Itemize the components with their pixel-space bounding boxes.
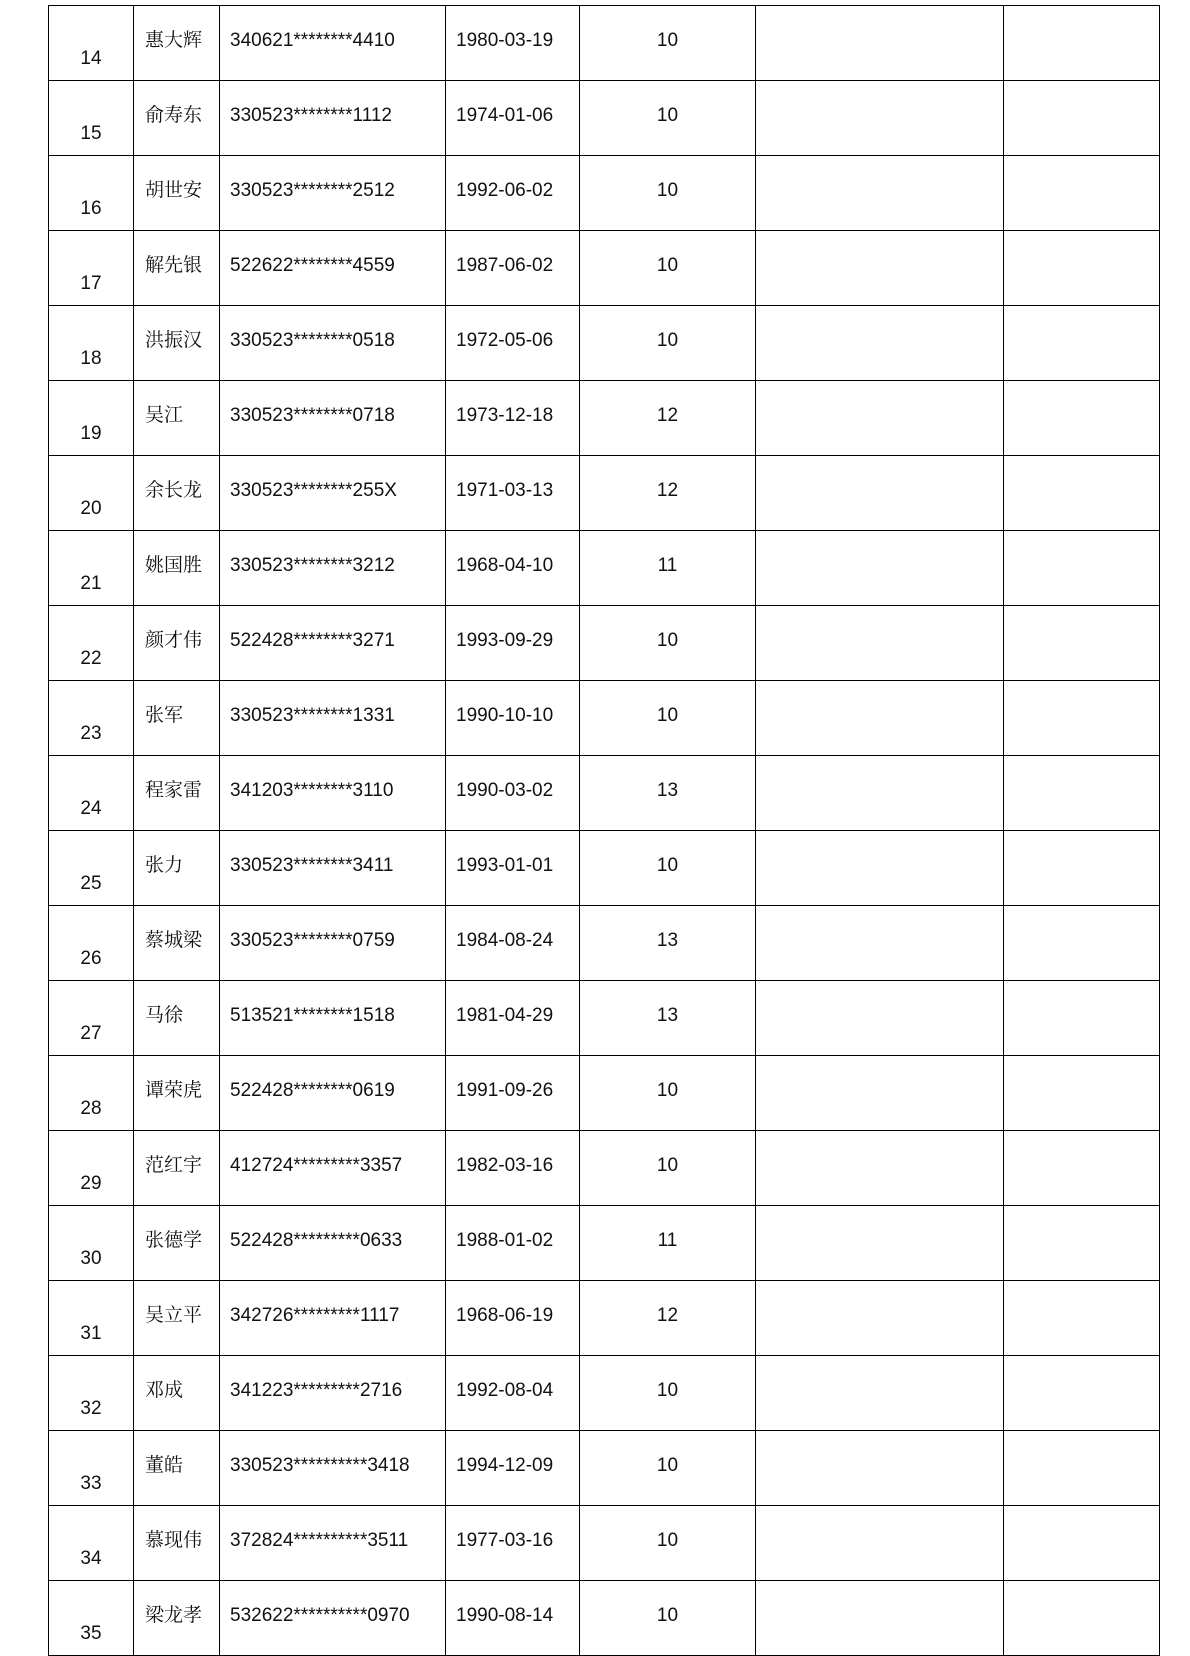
blank-cell (1004, 1506, 1160, 1581)
row-number-cell: 25 (49, 831, 134, 906)
value-cell: 10 (580, 1506, 756, 1581)
table-row (49, 1206, 1160, 1281)
blank-cell (756, 531, 1004, 606)
blank-cell (756, 156, 1004, 231)
birth-date-cell: 1977-03-16 (446, 1506, 580, 1581)
id-number-cell: 522428********0619 (220, 1056, 446, 1131)
table-row (49, 906, 1160, 981)
name-cell: 解先银 (134, 231, 220, 306)
blank-cell (756, 6, 1004, 81)
name-cell: 惠大辉 (134, 6, 220, 81)
value-cell: 10 (580, 306, 756, 381)
birth-date-cell: 1982-03-16 (446, 1131, 580, 1206)
value-cell: 10 (580, 1431, 756, 1506)
value-cell: 10 (580, 6, 756, 81)
blank-cell (756, 1506, 1004, 1581)
blank-cell (756, 606, 1004, 681)
row-number-cell: 19 (49, 381, 134, 456)
birth-date-cell: 1981-04-29 (446, 981, 580, 1056)
row-number-cell: 16 (49, 156, 134, 231)
id-number-cell: 522428*********0633 (220, 1206, 446, 1281)
blank-cell (1004, 981, 1160, 1056)
row-number-cell: 17 (49, 231, 134, 306)
name-cell: 余长龙 (134, 456, 220, 531)
birth-date-cell: 1993-01-01 (446, 831, 580, 906)
blank-cell (756, 831, 1004, 906)
name-cell: 范红宇 (134, 1131, 220, 1206)
row-number-cell: 23 (49, 681, 134, 756)
value-cell: 10 (580, 1056, 756, 1131)
birth-date-cell: 1968-04-10 (446, 531, 580, 606)
blank-cell (756, 1281, 1004, 1356)
name-cell: 张力 (134, 831, 220, 906)
birth-date-cell: 1973-12-18 (446, 381, 580, 456)
id-number-cell: 412724*********3357 (220, 1131, 446, 1206)
value-cell: 10 (580, 681, 756, 756)
value-cell: 13 (580, 906, 756, 981)
table-row (49, 381, 1160, 456)
id-number-cell: 330523********3411 (220, 831, 446, 906)
row-number-cell: 15 (49, 81, 134, 156)
birth-date-cell: 1992-08-04 (446, 1356, 580, 1431)
name-cell: 程家雷 (134, 756, 220, 831)
blank-cell (1004, 81, 1160, 156)
blank-cell (1004, 156, 1160, 231)
birth-date-cell: 1990-10-10 (446, 681, 580, 756)
name-cell: 张军 (134, 681, 220, 756)
value-cell: 13 (580, 756, 756, 831)
value-cell: 13 (580, 981, 756, 1056)
blank-cell (1004, 756, 1160, 831)
name-cell: 姚国胜 (134, 531, 220, 606)
value-cell: 11 (580, 531, 756, 606)
table-row (49, 606, 1160, 681)
value-cell: 10 (580, 831, 756, 906)
blank-cell (756, 981, 1004, 1056)
birth-date-cell: 1988-01-02 (446, 1206, 580, 1281)
blank-cell (1004, 1131, 1160, 1206)
row-number-cell: 31 (49, 1281, 134, 1356)
row-number-cell: 27 (49, 981, 134, 1056)
id-number-cell: 522622********4559 (220, 231, 446, 306)
row-number-cell: 20 (49, 456, 134, 531)
id-number-cell: 341203********3110 (220, 756, 446, 831)
table-row (49, 1281, 1160, 1356)
table-row (49, 1506, 1160, 1581)
blank-cell (756, 1131, 1004, 1206)
roster-sheet (48, 5, 1159, 1656)
blank-cell (1004, 1281, 1160, 1356)
birth-date-cell: 1990-08-14 (446, 1581, 580, 1656)
row-number-cell: 18 (49, 306, 134, 381)
table-row (49, 1356, 1160, 1431)
row-number-cell: 28 (49, 1056, 134, 1131)
table-row (49, 1581, 1160, 1656)
blank-cell (756, 1356, 1004, 1431)
row-number-cell: 30 (49, 1206, 134, 1281)
name-cell: 吴江 (134, 381, 220, 456)
id-number-cell: 330523********0759 (220, 906, 446, 981)
id-number-cell: 330523********0518 (220, 306, 446, 381)
value-cell: 12 (580, 456, 756, 531)
table-row (49, 831, 1160, 906)
name-cell: 吴立平 (134, 1281, 220, 1356)
blank-cell (756, 1581, 1004, 1656)
row-number-cell: 33 (49, 1431, 134, 1506)
blank-cell (1004, 306, 1160, 381)
id-number-cell: 330523**********3418 (220, 1431, 446, 1506)
id-number-cell: 532622**********0970 (220, 1581, 446, 1656)
blank-cell (1004, 381, 1160, 456)
name-cell: 俞寿东 (134, 81, 220, 156)
blank-cell (1004, 231, 1160, 306)
blank-cell (756, 306, 1004, 381)
birth-date-cell: 1974-01-06 (446, 81, 580, 156)
blank-cell (756, 456, 1004, 531)
blank-cell (756, 1431, 1004, 1506)
birth-date-cell: 1994-12-09 (446, 1431, 580, 1506)
row-number-cell: 24 (49, 756, 134, 831)
value-cell: 10 (580, 156, 756, 231)
name-cell: 董皓 (134, 1431, 220, 1506)
birth-date-cell: 1987-06-02 (446, 231, 580, 306)
value-cell: 10 (580, 606, 756, 681)
birth-date-cell: 1972-05-06 (446, 306, 580, 381)
value-cell: 10 (580, 81, 756, 156)
id-number-cell: 342726*********1117 (220, 1281, 446, 1356)
blank-cell (1004, 1206, 1160, 1281)
table-row (49, 1431, 1160, 1506)
row-number-cell: 29 (49, 1131, 134, 1206)
value-cell: 10 (580, 1131, 756, 1206)
id-number-cell: 330523********3212 (220, 531, 446, 606)
id-number-cell: 330523********1331 (220, 681, 446, 756)
id-number-cell: 513521********1518 (220, 981, 446, 1056)
table-row (49, 981, 1160, 1056)
id-number-cell: 340621********4410 (220, 6, 446, 81)
table-row (49, 6, 1160, 81)
name-cell: 梁龙孝 (134, 1581, 220, 1656)
blank-cell (1004, 906, 1160, 981)
birth-date-cell: 1980-03-19 (446, 6, 580, 81)
id-number-cell: 330523********2512 (220, 156, 446, 231)
blank-cell (1004, 1056, 1160, 1131)
blank-cell (756, 1056, 1004, 1131)
blank-cell (756, 906, 1004, 981)
blank-cell (756, 756, 1004, 831)
row-number-cell: 26 (49, 906, 134, 981)
name-cell: 胡世安 (134, 156, 220, 231)
row-number-cell: 21 (49, 531, 134, 606)
id-number-cell: 330523********0718 (220, 381, 446, 456)
name-cell: 谭荣虎 (134, 1056, 220, 1131)
value-cell: 12 (580, 381, 756, 456)
table-row (49, 156, 1160, 231)
name-cell: 慕现伟 (134, 1506, 220, 1581)
value-cell: 10 (580, 1356, 756, 1431)
blank-cell (1004, 831, 1160, 906)
birth-date-cell: 1968-06-19 (446, 1281, 580, 1356)
birth-date-cell: 1990-03-02 (446, 756, 580, 831)
value-cell: 10 (580, 1581, 756, 1656)
table-row (49, 756, 1160, 831)
blank-cell (1004, 1356, 1160, 1431)
row-number-cell: 14 (49, 6, 134, 81)
blank-cell (756, 81, 1004, 156)
table-row (49, 681, 1160, 756)
blank-cell (1004, 1581, 1160, 1656)
blank-cell (1004, 1431, 1160, 1506)
table-row (49, 1056, 1160, 1131)
id-number-cell: 522428********3271 (220, 606, 446, 681)
table-row (49, 81, 1160, 156)
birth-date-cell: 1984-08-24 (446, 906, 580, 981)
birth-date-cell: 1992-06-02 (446, 156, 580, 231)
name-cell: 颜才伟 (134, 606, 220, 681)
row-number-cell: 34 (49, 1506, 134, 1581)
blank-cell (1004, 456, 1160, 531)
blank-cell (756, 1206, 1004, 1281)
birth-date-cell: 1991-09-26 (446, 1056, 580, 1131)
blank-cell (756, 231, 1004, 306)
id-number-cell: 330523********255X (220, 456, 446, 531)
id-number-cell: 372824**********3511 (220, 1506, 446, 1581)
birth-date-cell: 1993-09-29 (446, 606, 580, 681)
name-cell: 马徐 (134, 981, 220, 1056)
row-number-cell: 32 (49, 1356, 134, 1431)
name-cell: 洪振汉 (134, 306, 220, 381)
table-row (49, 1131, 1160, 1206)
id-number-cell: 341223*********2716 (220, 1356, 446, 1431)
table-row (49, 231, 1160, 306)
table-row (49, 306, 1160, 381)
roster-table (48, 5, 1160, 1656)
blank-cell (1004, 681, 1160, 756)
roster-table-body (49, 6, 1160, 1656)
value-cell: 12 (580, 1281, 756, 1356)
id-number-cell: 330523********1112 (220, 81, 446, 156)
row-number-cell: 22 (49, 606, 134, 681)
blank-cell (756, 381, 1004, 456)
table-row (49, 531, 1160, 606)
name-cell: 蔡城梁 (134, 906, 220, 981)
name-cell: 张德学 (134, 1206, 220, 1281)
birth-date-cell: 1971-03-13 (446, 456, 580, 531)
blank-cell (1004, 6, 1160, 81)
name-cell: 邓成 (134, 1356, 220, 1431)
row-number-cell: 35 (49, 1581, 134, 1656)
table-row (49, 456, 1160, 531)
blank-cell (1004, 531, 1160, 606)
value-cell: 11 (580, 1206, 756, 1281)
blank-cell (756, 681, 1004, 756)
value-cell: 10 (580, 231, 756, 306)
blank-cell (1004, 606, 1160, 681)
